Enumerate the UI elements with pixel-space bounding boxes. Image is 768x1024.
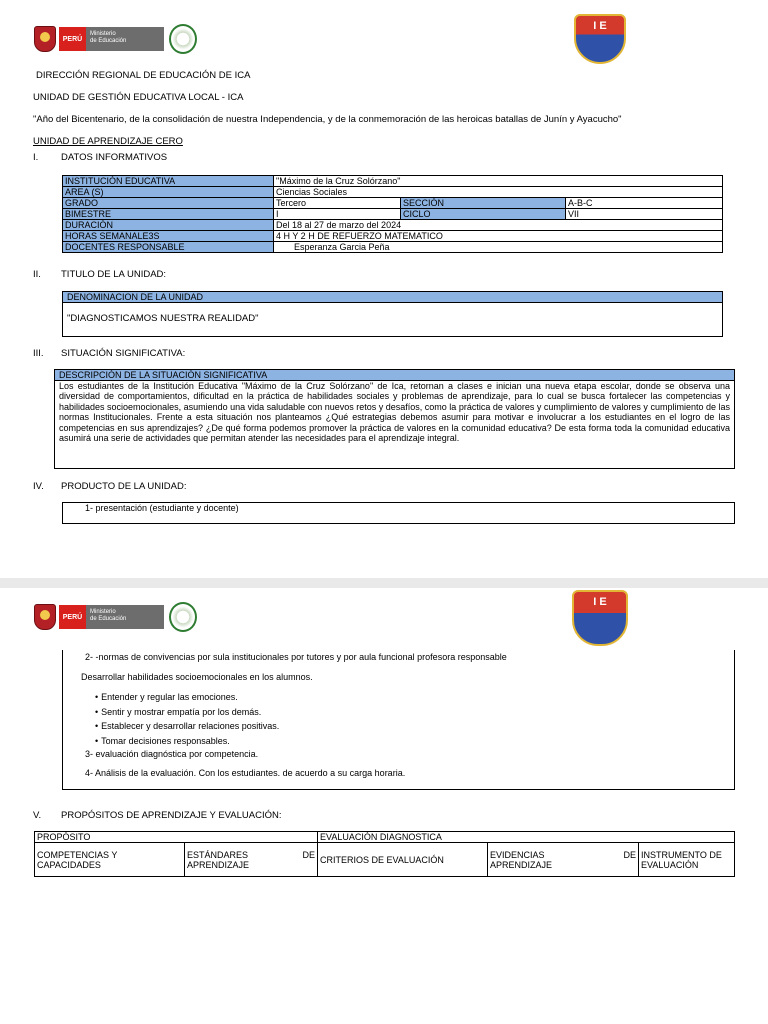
ministry-label: Ministerio de Educación <box>86 605 164 629</box>
list-item: • Tomar decisiones responsables. <box>95 734 279 749</box>
info-value: Ciencias Sociales <box>274 187 723 198</box>
situation-text: Los estudiantes de la Institución Educativa "Máximo de la Cruz Solórzano" de Ica, retornan a clases e inician una nueva etapa escolar, donde se observa una diversidad de comportamientos, dificultad en la práctica de habilidades sociales y problemas de aprendizaje, para lo cual se busca fortalecer las competencias y habilidades socioemocionales, asumiendo una vida saludable con nuevos retos y desafíos, como la práctica de valores y cumplimiento de valores y cumplimiento de las normas Institucionales. Frente a esta situación nos planteamos ¿Qué estrategias debemos asumir para motivar e involucrar a los estudiantes en el logro de las competencias en sus aprendizajes? ¿De qué forma podemos promover la práctica de valores en la comunidad educativa? De esta forma toda la comunidad educativa asumirá una serie de actividades que permitan atender las necesidades para el aprendizaje integral. <box>59 381 730 444</box>
info-label: GRADO <box>63 198 274 209</box>
info-value: Esperanza Garcia Peña <box>274 242 723 253</box>
section-number: I. <box>33 152 39 163</box>
year-name: "Año del Bicentenario, de la consolidación de nuestra Independencia, y de la conmemoración de las heroicas batallas de Junín y Ayacucho" <box>33 114 622 125</box>
info-label: CICLO <box>401 209 566 220</box>
section-title: TITULO DE LA UNIDAD: <box>61 269 167 280</box>
skills-list <box>95 690 279 748</box>
table-header: CRITERIOS DE EVALUACIÓN <box>318 843 488 877</box>
peru-label: PERÚ <box>59 605 86 629</box>
document-page-2 <box>0 588 768 1024</box>
coat-of-arms-icon <box>34 26 56 52</box>
section-number: V. <box>33 810 42 821</box>
list-item: • Establecer y desarrollar relaciones positivas. <box>95 719 279 734</box>
product-item: 1- presentación (estudiante y docente) <box>85 503 239 513</box>
list-item: • Sentir y mostrar empatía por los demás. <box>95 705 279 720</box>
info-value: 4 H Y 2 H DE REFUERZO MATEMATICO <box>274 231 723 242</box>
box-header: DESCRIPCIÓN DE LA SITUACIÓN SIGNIFICATIVA <box>55 370 734 381</box>
info-label: DURACIÓN <box>63 220 274 231</box>
unit-title: UNIDAD DE APRENDIZAJE CERO <box>33 136 183 147</box>
product-box <box>62 502 735 524</box>
table-header: COMPETENCIAS Y CAPACIDADES <box>35 843 185 877</box>
school-logo: I E <box>572 590 628 646</box>
header-line-2: UNIDAD DE GESTIÓN EDUCATIVA LOCAL - ICA <box>33 92 244 103</box>
peru-label: PERÚ <box>59 27 86 51</box>
product-box-continued <box>62 650 735 790</box>
info-table <box>62 175 723 253</box>
info-label: AREA (S) <box>63 187 274 198</box>
unit-title-box <box>62 291 723 337</box>
table-header: INSTRUMENTO DE EVALUACIÓN <box>639 843 735 877</box>
section-number: IV. <box>33 481 44 492</box>
info-label: DOCENTES RESPONSABLE <box>63 242 274 253</box>
table-header: EVIDENCIAS DE APRENDIZAJE <box>488 843 639 877</box>
product-item: 4- Análisis de la evaluación. Con los estudiantes. de acuerdo a su carga horaria. <box>85 768 406 778</box>
info-label: SECCIÓN <box>401 198 566 209</box>
coat-of-arms-icon <box>34 604 56 630</box>
info-label: HORAS SEMANALE3S <box>63 231 274 242</box>
situation-box <box>54 369 735 469</box>
section-title: DATOS INFORMATIVOS <box>61 152 168 163</box>
product-item: 2- -normas de convivencias por sula institucionales por tutores y por aula funcional profesora responsable <box>85 652 507 662</box>
table-header: ESTÁNDARES DE APRENDIZAJE <box>185 843 318 877</box>
info-value: I <box>274 209 401 220</box>
ministry-logo <box>34 602 197 632</box>
section-title: PROPÓSITOS DE APRENDIZAJE Y EVALUACIÓN: <box>61 810 282 821</box>
info-value: VII <box>566 209 723 220</box>
school-logo: I E <box>574 14 626 64</box>
ministry-label: Ministerio de Educación <box>86 27 164 51</box>
info-value: "Máximo de la Cruz Solórzano" <box>274 176 723 187</box>
section-title: PRODUCTO DE LA UNIDAD: <box>61 481 187 492</box>
product-intro: Desarrollar habilidades socioemocionales en los alumnos. <box>81 672 313 682</box>
list-item: • Entender y regular las emociones. <box>95 690 279 705</box>
regional-emblem-icon <box>169 602 197 632</box>
table-header: EVALUACIÓN DIAGNOSTICA <box>318 832 735 843</box>
header-line-1: DIRECCIÓN REGIONAL DE EDUCACIÓN DE ICA <box>36 70 251 81</box>
info-value: Del 18 al 27 de marzo del 2024 <box>274 220 723 231</box>
section-number: III. <box>33 348 44 359</box>
ministry-logo <box>34 24 197 54</box>
info-label: INSTITUCIÓN EDUCATIVA <box>63 176 274 187</box>
info-label: BIMESTRE <box>63 209 274 220</box>
section-title: SITUACIÓN SIGNIFICATIVA: <box>61 348 186 359</box>
unit-name: "DIAGNOSTICAMOS NUESTRA REALIDAD" <box>67 313 259 324</box>
info-value: Tercero <box>274 198 401 209</box>
product-item: 3- evaluación diagnóstica por competencia. <box>85 749 259 759</box>
table-header: PROPÓSITO <box>35 832 318 843</box>
purposes-table <box>34 831 735 877</box>
info-value: A-B-C <box>566 198 723 209</box>
regional-emblem-icon <box>169 24 197 54</box>
box-header: DENOMINACION DE LA UNIDAD <box>63 292 722 303</box>
section-number: II. <box>33 269 41 280</box>
